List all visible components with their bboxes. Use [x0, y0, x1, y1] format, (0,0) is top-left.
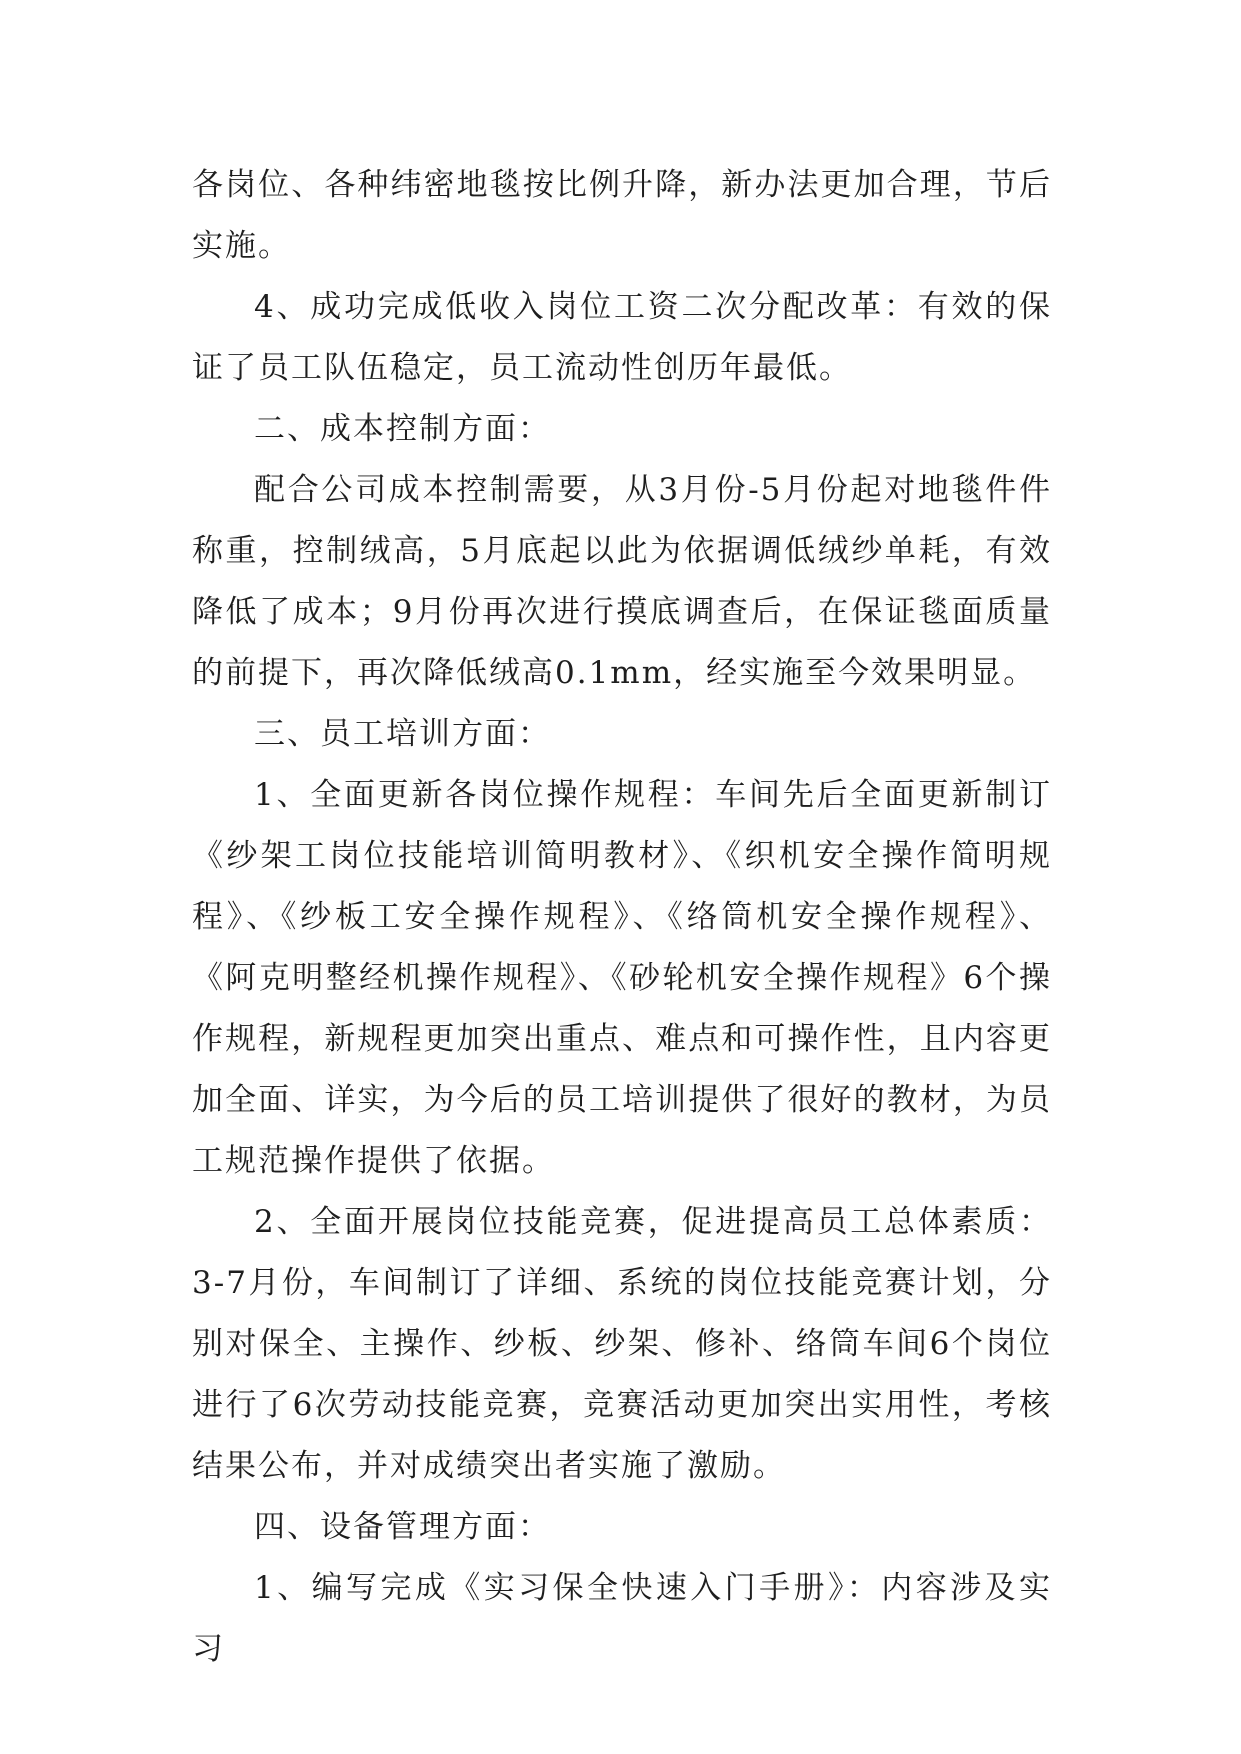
section-heading-equipment: 四、设备管理方面：: [254, 1509, 551, 1545]
paragraph-4: 配合公司成本控制需要，从3月份-5月份起对地毯件件称重，控制绒高，5月底起以此为依据调低绒纱单耗，有效降低了成本；9月份再次进行摸底调查后，在保证毯面质量的前提下，再次降低绒高0.1mm，经实施至今效果明显。: [192, 472, 1052, 691]
paragraph-9: 1、编写完成《实习保全快速入门手册》：内容涉及实习: [192, 1570, 1052, 1667]
section-heading-cost-control: 二、成本控制方面：: [254, 411, 551, 447]
paragraph-2: 4、成功完成低收入岗位工资二次分配改革：有效的保证了员工队伍稳定，员工流动性创历年最低。: [192, 289, 1052, 386]
paragraph-1: 各岗位、各种纬密地毯按比例升降，新办法更加合理，节后实施。: [192, 167, 1052, 264]
paragraph-7: 2、全面开展岗位技能竞赛，促进提高员工总体素质：3-7月份，车间制订了详细、系统的岗位技能竞赛计划，分别对保全、主操作、纱板、纱架、修补、络筒车间6个岗位进行了6次劳动技能竞赛，竞赛活动更加突出实用性，考核结果公布，并对成绩突出者实施了激励。: [192, 1204, 1052, 1484]
section-heading-staff-training: 三、员工培训方面：: [254, 716, 551, 752]
document-body: [192, 155, 1052, 1680]
paragraph-6: 1、全面更新各岗位操作规程：车间先后全面更新制订《纱架工岗位技能培训简明教材》、《织机安全操作简明规程》、《纱板工安全操作规程》、《络筒机安全操作规程》、《阿克明整经机操作规程》、《砂轮机安全操作规程》6个操作规程，新规程更加突出重点、难点和可操作性，且内容更加全面、详实，为今后的员工培训提供了很好的教材，为员工规范操作提供了依据。: [192, 777, 1052, 1179]
